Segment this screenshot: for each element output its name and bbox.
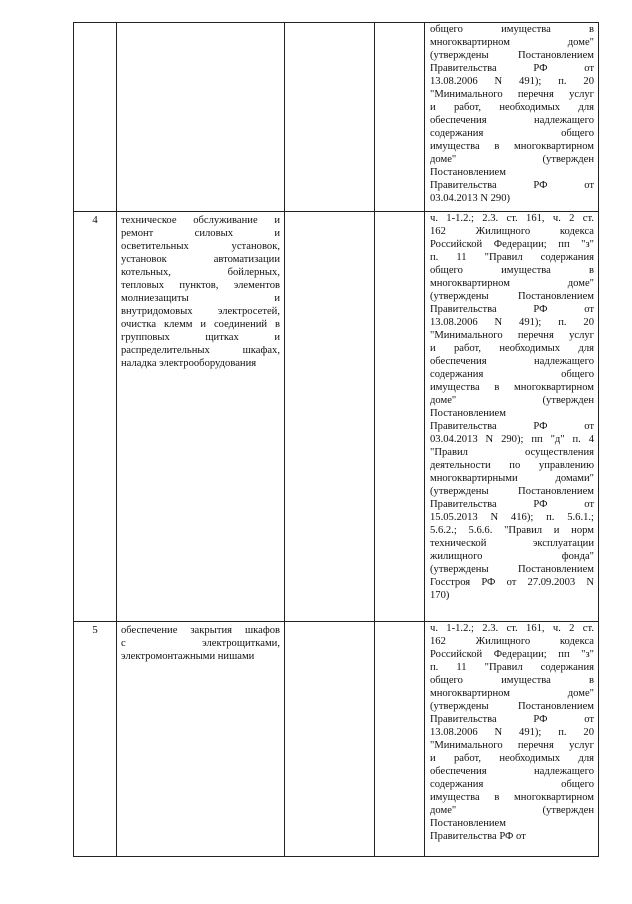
text-line: Правительства РФ от (430, 714, 594, 725)
text-line: электромонтажными нишами (121, 651, 255, 662)
text-line: общего имущества в (430, 675, 594, 686)
legal-basis-cell (425, 622, 599, 857)
text-line: доме" (утвержден (430, 395, 594, 406)
text-line: техническое обслуживание и (121, 215, 280, 226)
text-line: многоквартирными домами" (430, 473, 594, 484)
text-line: содержания общего (430, 128, 594, 139)
text-line: имущества в многоквартирном (430, 141, 594, 152)
text-line: имущества в многоквартирном (430, 792, 594, 803)
text-line: Постановлением (430, 408, 506, 419)
text-line: молниезащиты и (121, 293, 280, 304)
text-line: п. 11 "Правил содержания (430, 252, 594, 263)
text-line: (утверждены Постановлением (430, 486, 594, 497)
text-line: содержания общего (430, 369, 594, 380)
text-line: и работ, необходимых для (430, 102, 594, 113)
text-line: групповых щитках и (121, 332, 280, 343)
text-line: Правительства РФ от (430, 421, 594, 432)
text-line: технической эксплуатации (430, 538, 594, 549)
text-line: ч. 1-1.2.; 2.3. ст. 161, ч. 2 ст. (430, 213, 594, 224)
text-line: внутридомовых электросетей, (121, 306, 280, 317)
text-line: обеспечения надлежащего (430, 115, 594, 126)
text-line: 03.04.2013 N 290); пп "д" п. 4 (430, 434, 594, 445)
text-line: многоквартирном доме" (430, 278, 594, 289)
text-line: "Минимального перечня услуг (430, 330, 594, 341)
text-line: общего имущества в (430, 265, 594, 276)
extra-cell (375, 23, 425, 212)
text-line: 13.08.2006 N 491); п. 20 (430, 76, 594, 87)
row-number-cell (74, 23, 117, 212)
text-line: обеспечение закрытия шкафов (121, 625, 280, 636)
text-line: Правительства РФ от (430, 831, 526, 842)
text-line: доме" (утвержден (430, 154, 594, 165)
text-line: деятельности по управлению (430, 460, 594, 471)
table-row (74, 23, 599, 212)
text-line: установок автоматизации (121, 254, 280, 265)
extra-cell (375, 212, 425, 622)
text-line: (утверждены Постановлением (430, 291, 594, 302)
text-line: 162 Жилищного кодекса (430, 636, 594, 647)
text-line: обеспечения надлежащего (430, 356, 594, 367)
periodicity-cell (285, 212, 375, 622)
extra-cell (375, 622, 425, 857)
text-line: ремонт силовых и (121, 228, 280, 239)
text-line: Постановлением (430, 167, 506, 178)
text-line: содержания общего (430, 779, 594, 790)
text-line: многоквартирном доме" (430, 37, 594, 48)
work-description-cell (117, 212, 285, 622)
text-line: (утверждены Постановлением (430, 564, 594, 575)
work-description-cell (117, 23, 285, 212)
text-line: 03.04.2013 N 290) (430, 193, 511, 204)
text-line: "Правил осуществления (430, 447, 594, 458)
table-row (74, 212, 599, 622)
legal-basis-cell (425, 23, 599, 212)
text-line: наладка электрооборудования (121, 358, 257, 369)
text-line: 13.08.2006 N 491); п. 20 (430, 317, 594, 328)
text-line: и работ, необходимых для (430, 343, 594, 354)
text-line: (утверждены Постановлением (430, 50, 594, 61)
text-line: многоквартирном доме" (430, 688, 594, 699)
text-line: 5.6.2.; 5.6.6. "Правил и норм (430, 525, 594, 536)
text-line: Российской Федерации; пп "з" (430, 649, 594, 660)
text-line: 170) (430, 590, 450, 601)
text-line: ч. 1-1.2.; 2.3. ст. 161, ч. 2 ст. (430, 623, 594, 634)
text-line: и работ, необходимых для (430, 753, 594, 764)
text-line: Правительства РФ от (430, 499, 594, 510)
text-line: Постановлением (430, 818, 506, 829)
text-line: Правительства РФ от (430, 304, 594, 315)
work-description-cell (117, 622, 285, 857)
text-line: доме" (утвержден (430, 805, 594, 816)
legal-basis-cell (425, 212, 599, 622)
table-row (74, 622, 599, 857)
text-line: имущества в многоквартирном (430, 382, 594, 393)
services-table (73, 22, 599, 857)
row-number-cell: 5 (74, 622, 117, 857)
text-line: "Минимального перечня услуг (430, 740, 594, 751)
text-line: котельных, бойлерных, (121, 267, 280, 278)
periodicity-cell (285, 622, 375, 857)
text-line: тепловых пунктов, элементов (121, 280, 280, 291)
text-line: с электрощитками, (121, 638, 280, 649)
text-line: Правительства РФ от (430, 63, 594, 74)
text-line: Российской Федерации; пп "з" (430, 239, 594, 250)
text-line: п. 11 "Правил содержания (430, 662, 594, 673)
text-line: "Минимального перечня услуг (430, 89, 594, 100)
row-number-cell: 4 (74, 212, 117, 622)
periodicity-cell (285, 23, 375, 212)
text-line: 15.05.2013 N 416); п. 5.6.1.; (430, 512, 594, 523)
text-line: Правительства РФ от (430, 180, 594, 191)
text-line: (утверждены Постановлением (430, 701, 594, 712)
text-line: распределительных шкафах, (121, 345, 280, 356)
text-line: осветительных установок, (121, 241, 280, 252)
text-line: обеспечения надлежащего (430, 766, 594, 777)
text-line: 13.08.2006 N 491); п. 20 (430, 727, 594, 738)
text-line: Госстроя РФ от 27.09.2003 N (430, 577, 594, 588)
text-line: очистка клемм и соединений в (121, 319, 280, 330)
text-line: жилищного фонда" (430, 551, 594, 562)
text-line: общего имущества в (430, 24, 594, 35)
text-line: 162 Жилищного кодекса (430, 226, 594, 237)
